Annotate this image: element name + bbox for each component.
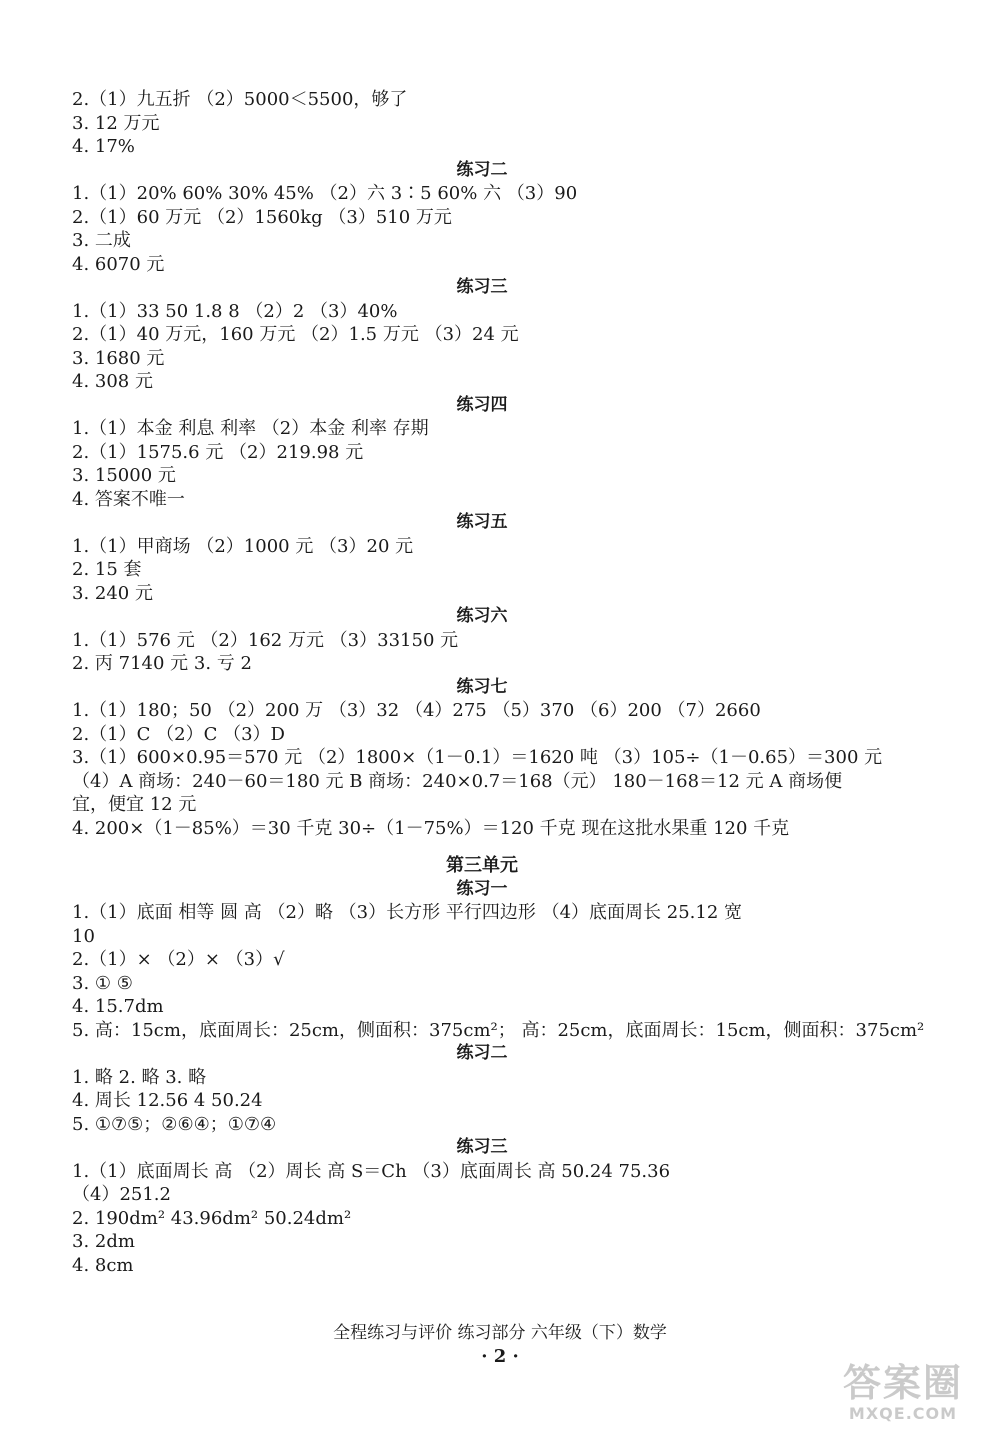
answer-page — [72, 88, 932, 1277]
answer-line: 2. 190dm² 43.96dm² 50.24dm² — [72, 1207, 352, 1229]
answer-line: 2.（1）× （2）× （3）√ — [72, 949, 285, 970]
answer-line: 4. 6070 元 — [72, 253, 165, 275]
exercise-heading: 练习二 — [456, 1043, 508, 1063]
answer-line: 1.（1）20% 60% 30% 45% （2）六 3∶5 60% 六 （3）90 — [72, 183, 578, 204]
answer-line: 宜，便宜 12 元 — [72, 794, 197, 815]
answer-line: 1.（1）576 元 （2）162 万元 （3）33150 元 — [72, 629, 459, 651]
answer-line: 4. 308 元 — [72, 371, 153, 392]
answer-line: （4）A 商场：240－60＝180 元 B 商场：240×0.7＝168（元） 180－168＝12 元 A 商场便 — [72, 770, 843, 792]
answer-line: 3. 240 元 — [72, 582, 153, 604]
answer-line: 4. 15.7dm — [72, 996, 164, 1017]
watermark-logo — [828, 1362, 978, 1432]
exercise-heading: 练习四 — [456, 394, 508, 415]
watermark-sub: MXQE.COM — [848, 1404, 958, 1423]
exercise-heading: 练习三 — [456, 277, 508, 297]
answer-line: 1. 略 2. 略 3. 略 — [72, 1066, 207, 1088]
answer-line: 4. 周长 12.56 4 50.24 — [72, 1090, 263, 1111]
answer-line: 2. 丙 7140 元 3. 亏 2 — [72, 653, 252, 674]
answer-line: 4. 17% — [72, 136, 135, 157]
answer-line: 4. 8cm — [72, 1254, 134, 1276]
unit-title: 第三单元 — [446, 855, 518, 876]
answer-line: 3. 二成 — [72, 230, 131, 251]
answer-line: 2. 15 套 — [72, 559, 142, 580]
answer-line: （4）251.2 — [72, 1184, 171, 1205]
answer-line: 2.（1）C （2）C （3）D — [72, 723, 285, 745]
answer-line: 3. ① ⑤ — [72, 972, 133, 994]
exercise-heading: 练习五 — [456, 512, 508, 532]
answer-line: 3. 2dm — [72, 1231, 135, 1252]
answer-line: 5. ①⑦⑤；②⑥④；①⑦④ — [72, 1113, 277, 1135]
answer-line: 1.（1）底面 相等 圆 高 （2）略 （3）长方形 平行四边形 （4）底面周长 25.12 宽 — [72, 902, 743, 923]
answer-line: 2.（1）40 万元，160 万元 （2）1.5 万元 （3）24 元 — [72, 324, 519, 345]
answer-line: 3. 15000 元 — [72, 465, 176, 486]
answer-line: 1.（1）底面周长 高 （2）周长 高 S＝Ch （3）底面周长 高 50.24 75.36 — [72, 1160, 671, 1182]
answer-line: 2.（1）60 万元 （2）1560kg （3）510 万元 — [72, 206, 452, 228]
watermark-main: 答案圈 — [842, 1361, 963, 1405]
answer-line: 3. 12 万元 — [72, 112, 160, 134]
footer-title: 全程练习与评价 练习部分 六年级（下）数学 — [333, 1323, 667, 1343]
exercise-heading: 练习三 — [456, 1137, 508, 1157]
answer-line: 2.（1）1575.6 元 （2）219.98 元 — [72, 441, 364, 463]
exercise-heading: 练习七 — [456, 676, 508, 697]
answer-line: 3.（1）600×0.95＝570 元 （2）1800×（1－0.1）＝1620 吨 （3）105÷（1－0.65）＝300 元 — [72, 747, 883, 768]
exercise-heading: 练习一 — [456, 878, 508, 899]
answer-line: 1.（1）本金 利息 利率 （2）本金 利率 存期 — [72, 418, 429, 439]
answer-line: 5. 高：15cm，底面周长：25cm，侧面积：375cm²； 高：25cm，底面周长：15cm，侧面积：375cm² — [72, 1019, 925, 1041]
answer-line: 4. 200×（1－85%）＝30 千克 30÷（1－75%）＝120 千克 现在这批水果重 120 千克 — [72, 817, 790, 839]
exercise-heading: 练习二 — [456, 159, 508, 180]
answer-line: 4. 答案不唯一 — [72, 488, 185, 510]
answer-line: 1.（1）33 50 1.8 8 （2）2 （3）40% — [72, 300, 398, 322]
answer-line: 1.（1）180；50 （2）200 万 （3）32 （4）275 （5）370 （6）200 （7）2660 — [72, 700, 761, 721]
answer-line: 10 — [72, 925, 95, 947]
exercise-heading: 练习六 — [456, 606, 508, 626]
answer-line: 1.（1）甲商场 （2）1000 元 （3）20 元 — [72, 535, 414, 557]
answer-line: 2.（1）九五折 （2）5000＜5500，够了 — [72, 89, 408, 110]
answer-line: 3. 1680 元 — [72, 347, 165, 369]
page-number: · 2 · — [481, 1346, 519, 1367]
